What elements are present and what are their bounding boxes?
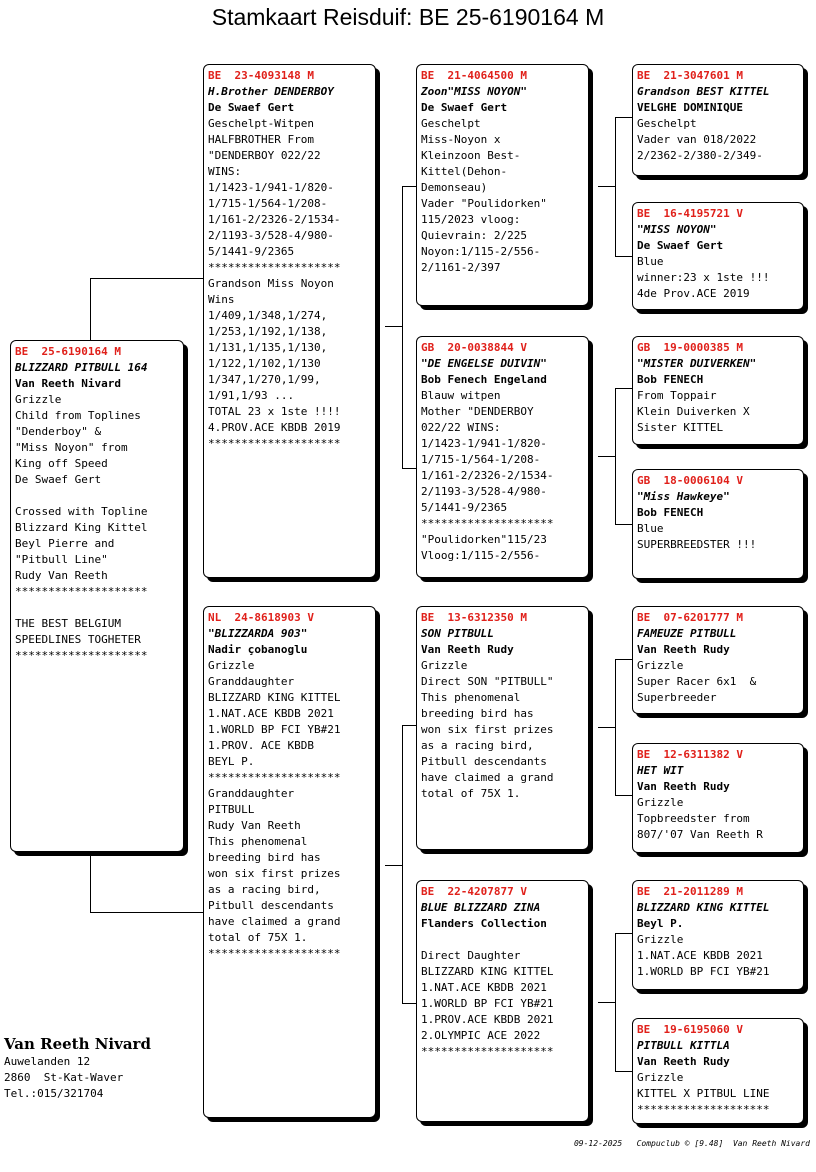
- info-line: Blauw witpen: [421, 389, 501, 402]
- bird-name: HET WIT: [637, 764, 684, 777]
- connector-line: [615, 117, 616, 256]
- info-line: total of 75X 1.: [421, 787, 521, 800]
- pedigree-card-father: [203, 64, 376, 578]
- bird-name: "BLIZZARDA 903": [208, 627, 308, 640]
- info-line: 1.WORLD BP FCI YB#21: [637, 965, 770, 978]
- info-line: Pitbull descendants: [421, 755, 547, 768]
- bird-name: SON PITBULL: [421, 627, 494, 640]
- info-line: as a racing bird,: [208, 883, 321, 896]
- bird-name: BLUE BLIZZARD ZINA: [421, 901, 541, 914]
- pedigree-card-father-father: [416, 64, 589, 306]
- footer-credit: 09-12-2025 Compuclub © [9.48] Van Reeth Nivard: [573, 1139, 810, 1148]
- info-line: Superbreeder: [637, 691, 717, 704]
- info-line: Geschelpt-Witpen: [208, 117, 314, 130]
- connector-line: [402, 468, 417, 469]
- pedigree-card-father-mother-father: [632, 336, 804, 445]
- info-line: HALFBROTHER From: [208, 133, 314, 146]
- info-line: THE BEST BELGIUM: [15, 617, 121, 630]
- info-line: TOTAL 23 x 1ste !!!!: [208, 405, 341, 418]
- info-line: Klein Duiverken X: [637, 405, 750, 418]
- bird-name: PITBULL KITTLA: [637, 1039, 730, 1052]
- info-line: Child from Toplines: [15, 409, 141, 422]
- info-line: Grizzle: [637, 659, 684, 672]
- bird-name: "DE ENGELSE DUIVIN": [421, 357, 547, 370]
- connector-line: [615, 524, 633, 525]
- connector-line: [615, 388, 633, 389]
- info-line: 4.PROV.ACE KBDB 2019: [208, 421, 341, 434]
- connector-line: [402, 186, 417, 187]
- info-line: 115/2023 vloog:: [421, 213, 521, 226]
- breeder-name: Flanders Collection: [421, 917, 547, 930]
- ring-number: BE 21-3047601 M: [637, 69, 743, 82]
- info-line: Blizzard King Kittel: [15, 521, 148, 534]
- bird-name: "MISS NOYON": [637, 223, 717, 236]
- info-line: 022/22 WINS:: [421, 421, 501, 434]
- info-line: 1/91,1/93 ...: [208, 389, 295, 402]
- info-line: 1.WORLD BP FCI YB#21: [421, 997, 554, 1010]
- ring-number: GB 20-0038844 V: [421, 341, 527, 354]
- info-line: Grizzle: [421, 659, 468, 672]
- breeder-name: Van Reeth Rudy: [637, 780, 730, 793]
- ring-number: BE 19-6195060 V: [637, 1023, 743, 1036]
- info-line: Direct SON "PITBULL": [421, 675, 554, 688]
- info-line: 1/253,1/192,1/138,: [208, 325, 328, 338]
- pedigree-card-father-mother-mother: [632, 469, 804, 579]
- owner-address: Auwelanden 12: [4, 1055, 91, 1068]
- info-line: WINS:: [208, 165, 242, 178]
- info-line: Kittel(Dehon-: [421, 165, 508, 178]
- info-line: breeding bird has: [421, 707, 534, 720]
- info-line: BLIZZARD KING KITTEL: [208, 691, 341, 704]
- info-line: Direct Daughter: [421, 949, 521, 962]
- info-line: Pitbull descendants: [208, 899, 334, 912]
- info-line: Sister KITTEL: [637, 421, 724, 434]
- connector-line: [385, 865, 402, 866]
- info-line: 1.WORLD BP FCI YB#21: [208, 723, 341, 736]
- info-line: Vader "Poulidorken": [421, 197, 547, 210]
- owner-phone: Tel.:015/321704: [4, 1087, 104, 1100]
- info-line: 2.OLYMPIC ACE 2022: [421, 1029, 541, 1042]
- info-line: Mother "DENDERBOY: [421, 405, 534, 418]
- info-line: won six first prizes: [421, 723, 554, 736]
- connector-line: [615, 256, 633, 257]
- info-line: SPEEDLINES TOGHETER: [15, 633, 141, 646]
- connector-line: [90, 278, 91, 340]
- info-line: Geschelpt: [637, 117, 697, 130]
- info-line: 5/1441-9/2365: [421, 501, 508, 514]
- info-line: 5/1441-9/2365: [208, 245, 295, 258]
- info-line: PITBULL: [208, 803, 255, 816]
- info-line: "Poulidorken"115/23: [421, 533, 547, 546]
- owner-city: 2860 St-Kat-Waver: [4, 1071, 124, 1084]
- breeder-name: Van Reeth Rudy: [421, 643, 514, 656]
- info-line: SUPERBREEDSTER !!!: [637, 538, 757, 551]
- info-line: ********************: [208, 261, 341, 274]
- info-line: 1.NAT.ACE KBDB 2021: [208, 707, 334, 720]
- info-line: 1.NAT.ACE KBDB 2021: [637, 949, 763, 962]
- info-line: 1/347,1/270,1/99,: [208, 373, 321, 386]
- info-line: ********************: [421, 517, 554, 530]
- breeder-name: De Swaef Gert: [637, 239, 724, 252]
- connector-line: [402, 1003, 417, 1004]
- breeder-name: Bob Fenech Engeland: [421, 373, 547, 386]
- info-line: ********************: [637, 1103, 770, 1116]
- info-line: Blue: [637, 522, 664, 535]
- info-line: 1.NAT.ACE KBDB 2021: [421, 981, 547, 994]
- info-line: Wins: [208, 293, 235, 306]
- ring-number: BE 25-6190164 M: [15, 345, 121, 358]
- info-line: ********************: [208, 437, 341, 450]
- info-line: 2/2362-2/380-2/349-: [637, 149, 763, 162]
- connector-line: [615, 1071, 633, 1072]
- info-line: Grizzle: [637, 933, 684, 946]
- breeder-name: Nadir çobanoglu: [208, 643, 308, 656]
- info-line: 1/161-2/2326-2/1534-: [421, 469, 554, 482]
- connector-line: [90, 278, 204, 279]
- connector-line: [90, 912, 204, 913]
- info-line: 1/1423-1/941-1/820-: [208, 181, 334, 194]
- bird-name: "Miss Hawkeye": [637, 490, 730, 503]
- info-line: 1/131,1/135,1/130,: [208, 341, 328, 354]
- info-line: ********************: [15, 585, 148, 598]
- pedigree-card-mother-father-father: [632, 606, 804, 714]
- connector-line: [90, 852, 91, 912]
- info-line: This phenomenal: [421, 691, 521, 704]
- owner-name: Van Reeth Nivard: [4, 1035, 151, 1053]
- page-title: Stamkaart Reisduif: BE 25-6190164 M: [211, 4, 605, 30]
- info-line: Grandson Miss Noyon: [208, 277, 334, 290]
- bird-name: H.Brother DENDERBOY: [208, 85, 334, 98]
- info-line: "Denderboy" &: [15, 425, 102, 438]
- info-line: Rudy Van Reeth: [208, 819, 301, 832]
- info-line: 2/1193-3/528-4/980-: [208, 229, 334, 242]
- connector-line: [598, 727, 615, 728]
- info-line: BEYL P.: [208, 755, 255, 768]
- connector-line: [402, 725, 417, 726]
- pedigree-card-mother-mother-mother: [632, 1018, 804, 1124]
- connector-line: [385, 326, 402, 327]
- breeder-name: De Swaef Gert: [421, 101, 508, 114]
- pedigree-card-mother-father: [416, 606, 589, 850]
- info-line: From Toppair: [637, 389, 717, 402]
- breeder-name: Van Reeth Rudy: [637, 643, 730, 656]
- info-line: 1.PROV.ACE KBDB 2021: [421, 1013, 554, 1026]
- info-line: "Miss Noyon" from: [15, 441, 128, 454]
- pedigree-card-subject: [10, 340, 184, 852]
- breeder-name: Bob FENECH: [637, 506, 704, 519]
- breeder-name: Beyl P.: [637, 917, 684, 930]
- info-line: 1/122,1/102,1/130: [208, 357, 321, 370]
- connector-line: [615, 388, 616, 524]
- info-line: Grizzle: [208, 659, 255, 672]
- info-line: [15, 600, 179, 616]
- connector-line: [615, 795, 633, 796]
- connector-line: [598, 456, 615, 457]
- info-line: Topbreedster from: [637, 812, 750, 825]
- ring-number: BE 13-6312350 M: [421, 611, 527, 624]
- connector-line: [615, 117, 633, 118]
- info-line: 807/'07 Van Reeth R: [637, 828, 763, 841]
- info-line: Grizzle: [637, 796, 684, 809]
- info-line: winner:23 x 1ste !!!: [637, 271, 770, 284]
- connector-line: [598, 186, 615, 187]
- info-line: Rudy Van Reeth: [15, 569, 108, 582]
- info-line: won six first prizes: [208, 867, 341, 880]
- info-line: 1/161-2/2326-2/1534-: [208, 213, 341, 226]
- info-line: Grizzle: [15, 393, 62, 406]
- info-line: Noyon:1/115-2/556-: [421, 245, 541, 258]
- info-line: ********************: [15, 649, 148, 662]
- breeder-name: VELGHE DOMINIQUE: [637, 101, 743, 114]
- connector-line: [615, 659, 616, 795]
- info-line: BLIZZARD KING KITTEL: [421, 965, 554, 978]
- info-line: 4de Prov.ACE 2019: [637, 287, 750, 300]
- info-line: Beyl Pierre and: [15, 537, 115, 550]
- connector-line: [402, 725, 403, 1003]
- info-line: have claimed a grand: [421, 771, 554, 784]
- info-line: ********************: [208, 947, 341, 960]
- info-line: This phenomenal: [208, 835, 308, 848]
- ring-number: GB 18-0006104 V: [637, 474, 743, 487]
- info-line: Quievrain: 2/225: [421, 229, 527, 242]
- info-line: Demonseau): [421, 181, 488, 194]
- info-line: have claimed a grand: [208, 915, 341, 928]
- info-line: Granddaughter: [208, 675, 295, 688]
- breeder-name: Bob FENECH: [637, 373, 704, 386]
- info-line: 2/1161-2/397: [421, 261, 501, 274]
- info-line: Miss-Noyon x: [421, 133, 501, 146]
- pedigree-card-father-mother: [416, 336, 589, 578]
- info-line: 1/1423-1/941-1/820-: [421, 437, 547, 450]
- pedigree-card-father-father-father: [632, 64, 804, 176]
- info-line: Vader van 018/2022: [637, 133, 757, 146]
- breeder-name: De Swaef Gert: [208, 101, 295, 114]
- ring-number: BE 21-4064500 M: [421, 69, 527, 82]
- info-line: [421, 932, 584, 948]
- connector-line: [615, 933, 633, 934]
- info-line: Vloog:1/115-2/556-: [421, 549, 541, 562]
- bird-name: Grandson BEST KITTEL: [637, 85, 770, 98]
- bird-name: BLIZZARD KING KITTEL: [637, 901, 770, 914]
- info-line: "DENDERBOY 022/22: [208, 149, 321, 162]
- info-line: Blue: [637, 255, 664, 268]
- info-line: 1.PROV. ACE KBDB: [208, 739, 314, 752]
- ring-number: BE 16-4195721 V: [637, 207, 743, 220]
- info-line: Granddaughter: [208, 787, 295, 800]
- connector-line: [402, 186, 403, 468]
- pedigree-card-mother-father-mother: [632, 743, 804, 853]
- info-line: 1/409,1/348,1/274,: [208, 309, 328, 322]
- ring-number: BE 22-4207877 V: [421, 885, 527, 898]
- bird-name: BLIZZARD PITBULL 164: [15, 361, 148, 374]
- info-line: KITTEL X PITBUL LINE: [637, 1087, 770, 1100]
- connector-line: [615, 659, 633, 660]
- pedigree-card-mother-mother-father: [632, 880, 804, 990]
- owner-block: [4, 1034, 151, 1102]
- ring-number: GB 19-0000385 M: [637, 341, 743, 354]
- breeder-name: Van Reeth Rudy: [637, 1055, 730, 1068]
- info-line: 1/715-1/564-1/208-: [208, 197, 328, 210]
- pedigree-card-mother: [203, 606, 376, 1118]
- info-line: 2/1193-3/528-4/980-: [421, 485, 547, 498]
- connector-line: [598, 1002, 615, 1003]
- pedigree-card-mother-mother: [416, 880, 589, 1122]
- ring-number: BE 23-4093148 M: [208, 69, 314, 82]
- info-line: Super Racer 6x1 &: [637, 675, 757, 688]
- info-line: ********************: [421, 1045, 554, 1058]
- info-line: total of 75X 1.: [208, 931, 308, 944]
- info-line: King off Speed: [15, 457, 108, 470]
- ring-number: BE 07-6201777 M: [637, 611, 743, 624]
- ring-number: BE 12-6311382 V: [637, 748, 743, 761]
- breeder-name: Van Reeth Nivard: [15, 377, 121, 390]
- info-line: Kleinzoon Best-: [421, 149, 521, 162]
- pedigree-card-father-father-mother: [632, 202, 804, 310]
- info-line: Crossed with Topline: [15, 505, 148, 518]
- ring-number: NL 24-8618903 V: [208, 611, 314, 624]
- bird-name: "MISTER DUIVERKEN": [637, 357, 757, 370]
- info-line: 1/715-1/564-1/208-: [421, 453, 541, 466]
- info-line: breeding bird has: [208, 851, 321, 864]
- bird-name: Zoon"MISS NOYON": [421, 85, 527, 98]
- info-line: [15, 488, 179, 504]
- connector-line: [615, 933, 616, 1071]
- info-line: ********************: [208, 771, 341, 784]
- info-line: as a racing bird,: [421, 739, 534, 752]
- info-line: "Pitbull Line": [15, 553, 108, 566]
- info-line: De Swaef Gert: [15, 473, 102, 486]
- bird-name: FAMEUZE PITBULL: [637, 627, 737, 640]
- info-line: Geschelpt: [421, 117, 481, 130]
- info-line: Grizzle: [637, 1071, 684, 1084]
- ring-number: BE 21-2011289 M: [637, 885, 743, 898]
